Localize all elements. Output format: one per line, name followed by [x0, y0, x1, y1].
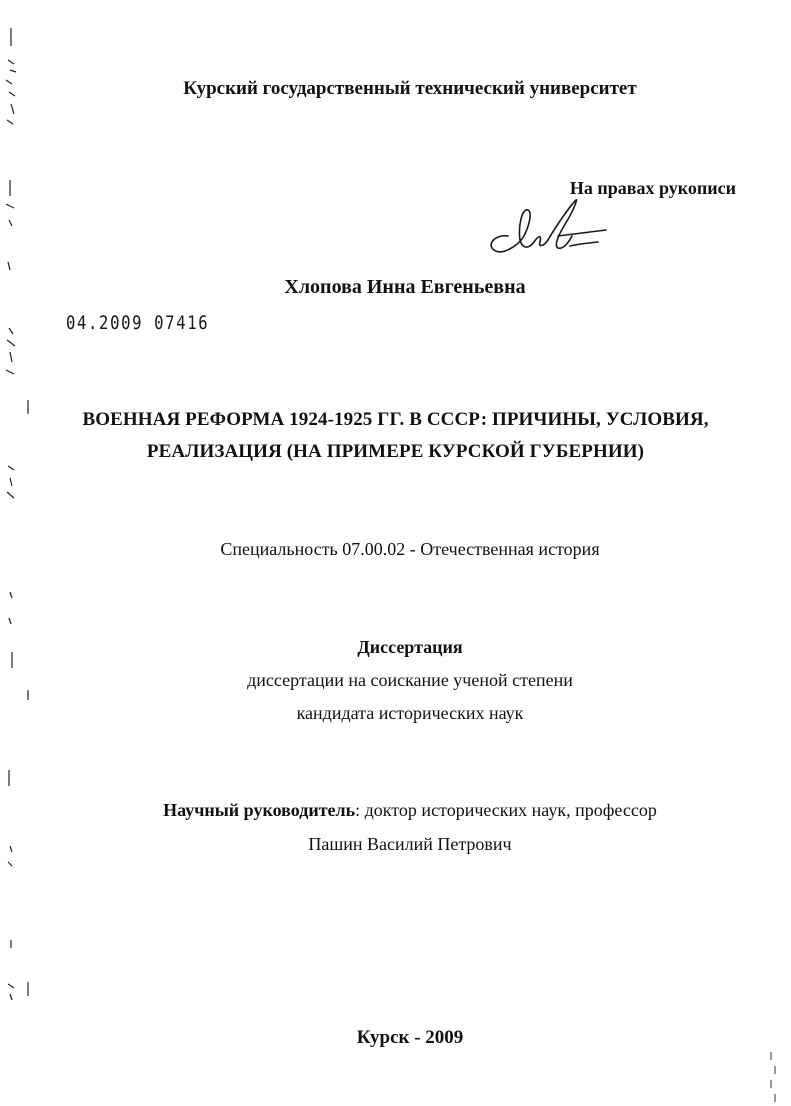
- degree-line-2: кандидата исторических наук: [296, 703, 524, 723]
- manuscript-note: На правах рукописи: [569, 178, 736, 198]
- supervisor-name: Пашин Василий Петрович: [308, 834, 512, 854]
- dissertation-title-line-2: РЕАЛИЗАЦИЯ (НА ПРИМЕРЕ КУРСКОЙ ГУБЕРНИИ): [146, 441, 645, 462]
- university-name: Курский государственный технический университет: [183, 78, 637, 99]
- author-signature: [478, 196, 608, 266]
- author-name: Хлопова Инна Евгеньевна: [284, 276, 526, 298]
- specialty-line: Специальность 07.00.02 - Отечественная история: [220, 539, 600, 559]
- degree-line-1: диссертации на соискание ученой степени: [247, 670, 573, 690]
- document-type-label: Диссертация: [357, 637, 463, 657]
- city-year: Курск - 2009: [356, 1027, 464, 1048]
- archive-stamp-number: 04.2009 07416: [66, 312, 210, 334]
- scan-margin-marks: [0, 0, 34, 1106]
- supervisor-title: : доктор исторических наук, профессор: [355, 800, 657, 820]
- dissertation-title-line-1: ВОЕННАЯ РЕФОРМА 1924-1925 ГГ. В СССР: ПРИЧИНЫ, УСЛОВИЯ,: [82, 409, 709, 430]
- supervisor-line: [60, 800, 760, 821]
- supervisor-label: Научный руководитель: [163, 800, 356, 820]
- scan-edge-marks: [761, 1050, 791, 1106]
